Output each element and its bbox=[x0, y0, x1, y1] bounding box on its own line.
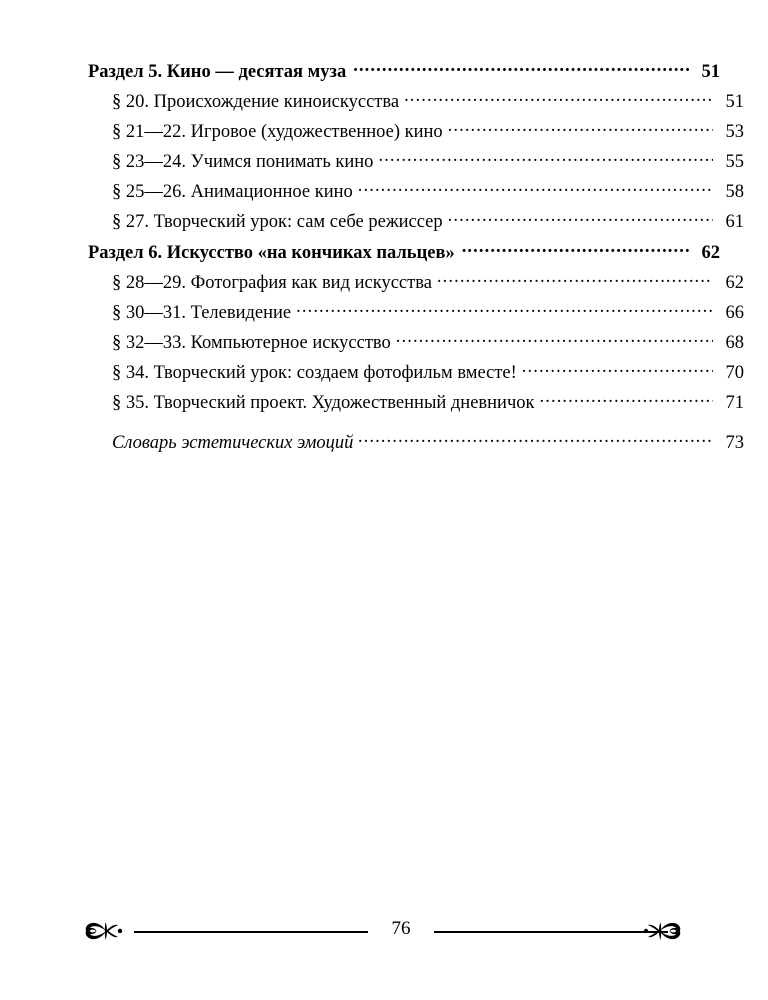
toc-entry-label: Раздел 6. Искусство «на кончиках пальцев» bbox=[88, 242, 455, 263]
toc-leader-dots bbox=[522, 359, 713, 378]
toc-entry-page: 55 bbox=[725, 151, 744, 172]
toc-leader-dots bbox=[437, 269, 713, 288]
toc-entry-section[interactable] bbox=[88, 239, 720, 269]
ornament-right-icon bbox=[634, 914, 686, 948]
toc-entry-label: § 25—26. Анимационное кино bbox=[112, 181, 353, 202]
toc-entry-page: 51 bbox=[725, 91, 744, 112]
footer-rule-left bbox=[134, 931, 368, 933]
toc-entry-label: § 32—33. Компьютерное искусство bbox=[112, 332, 391, 353]
toc-entry-page: 51 bbox=[701, 62, 720, 82]
toc-entry-page: 73 bbox=[725, 432, 744, 453]
toc-entry-label: § 28—29. Фотография как вид искусства bbox=[112, 272, 432, 293]
toc-leader-dots bbox=[448, 208, 713, 227]
toc-entry-page: 62 bbox=[701, 242, 720, 263]
toc-entry-glossary[interactable] bbox=[88, 429, 744, 459]
toc-entry[interactable] bbox=[88, 359, 744, 389]
page-footer bbox=[0, 912, 768, 952]
toc-entry-section[interactable] bbox=[88, 58, 720, 88]
toc-entry-label: § 30—31. Телевидение bbox=[112, 302, 292, 323]
toc-entry[interactable] bbox=[88, 299, 744, 329]
toc-entry-page: 66 bbox=[725, 302, 744, 323]
table-of-contents bbox=[88, 58, 744, 459]
toc-entry-label: § 27. Творческий урок: сам себе режиссер bbox=[112, 211, 443, 232]
toc-leader-dots bbox=[358, 429, 713, 448]
toc-entry[interactable] bbox=[88, 88, 744, 118]
toc-entry[interactable] bbox=[88, 148, 744, 178]
toc-entry-label: Раздел 5. Кино — десятая муза bbox=[88, 62, 347, 82]
toc-leader-dots bbox=[540, 389, 713, 408]
toc-leader-dots bbox=[353, 59, 689, 78]
toc-entry-label: § 34. Творческий урок: создаем фотофильм вместе! bbox=[112, 362, 517, 383]
toc-entry-page: 68 bbox=[725, 332, 744, 353]
page-number: 76 bbox=[391, 918, 411, 939]
ornament-left-icon bbox=[80, 914, 132, 948]
toc-entry-page: 70 bbox=[725, 362, 744, 383]
toc-leader-dots bbox=[378, 148, 713, 167]
toc-entry-label: § 20. Происхождение киноискусства bbox=[112, 91, 400, 112]
toc-entry-page: 71 bbox=[725, 392, 744, 413]
toc-entry[interactable] bbox=[88, 329, 744, 359]
toc-entry[interactable] bbox=[88, 389, 744, 419]
toc-leader-dots bbox=[462, 239, 689, 258]
toc-entry[interactable] bbox=[88, 118, 744, 148]
toc-leader-dots bbox=[448, 118, 713, 137]
toc-leader-dots bbox=[404, 88, 713, 107]
toc-leader-dots bbox=[296, 299, 713, 318]
toc-entry-label: § 35. Творческий проект. Художественный дневничок bbox=[112, 392, 535, 413]
toc-leader-dots bbox=[396, 329, 713, 348]
toc-entry-label: § 23—24. Учимся понимать кино bbox=[112, 151, 374, 172]
toc-leader-dots bbox=[358, 178, 713, 197]
toc-entry-page: 61 bbox=[725, 211, 744, 232]
footer-rule-right bbox=[434, 931, 668, 933]
toc-entry[interactable] bbox=[88, 178, 744, 208]
toc-entry-page: 62 bbox=[725, 272, 744, 293]
toc-entry-page: 58 bbox=[725, 181, 744, 202]
toc-entry[interactable] bbox=[88, 269, 744, 299]
toc-entry[interactable] bbox=[88, 208, 744, 238]
toc-entry-label: § 21—22. Игровое (художественное) кино bbox=[112, 121, 443, 142]
toc-entry-label: Словарь эстетических эмоций bbox=[112, 432, 354, 453]
toc-entry-page: 53 bbox=[725, 121, 744, 142]
